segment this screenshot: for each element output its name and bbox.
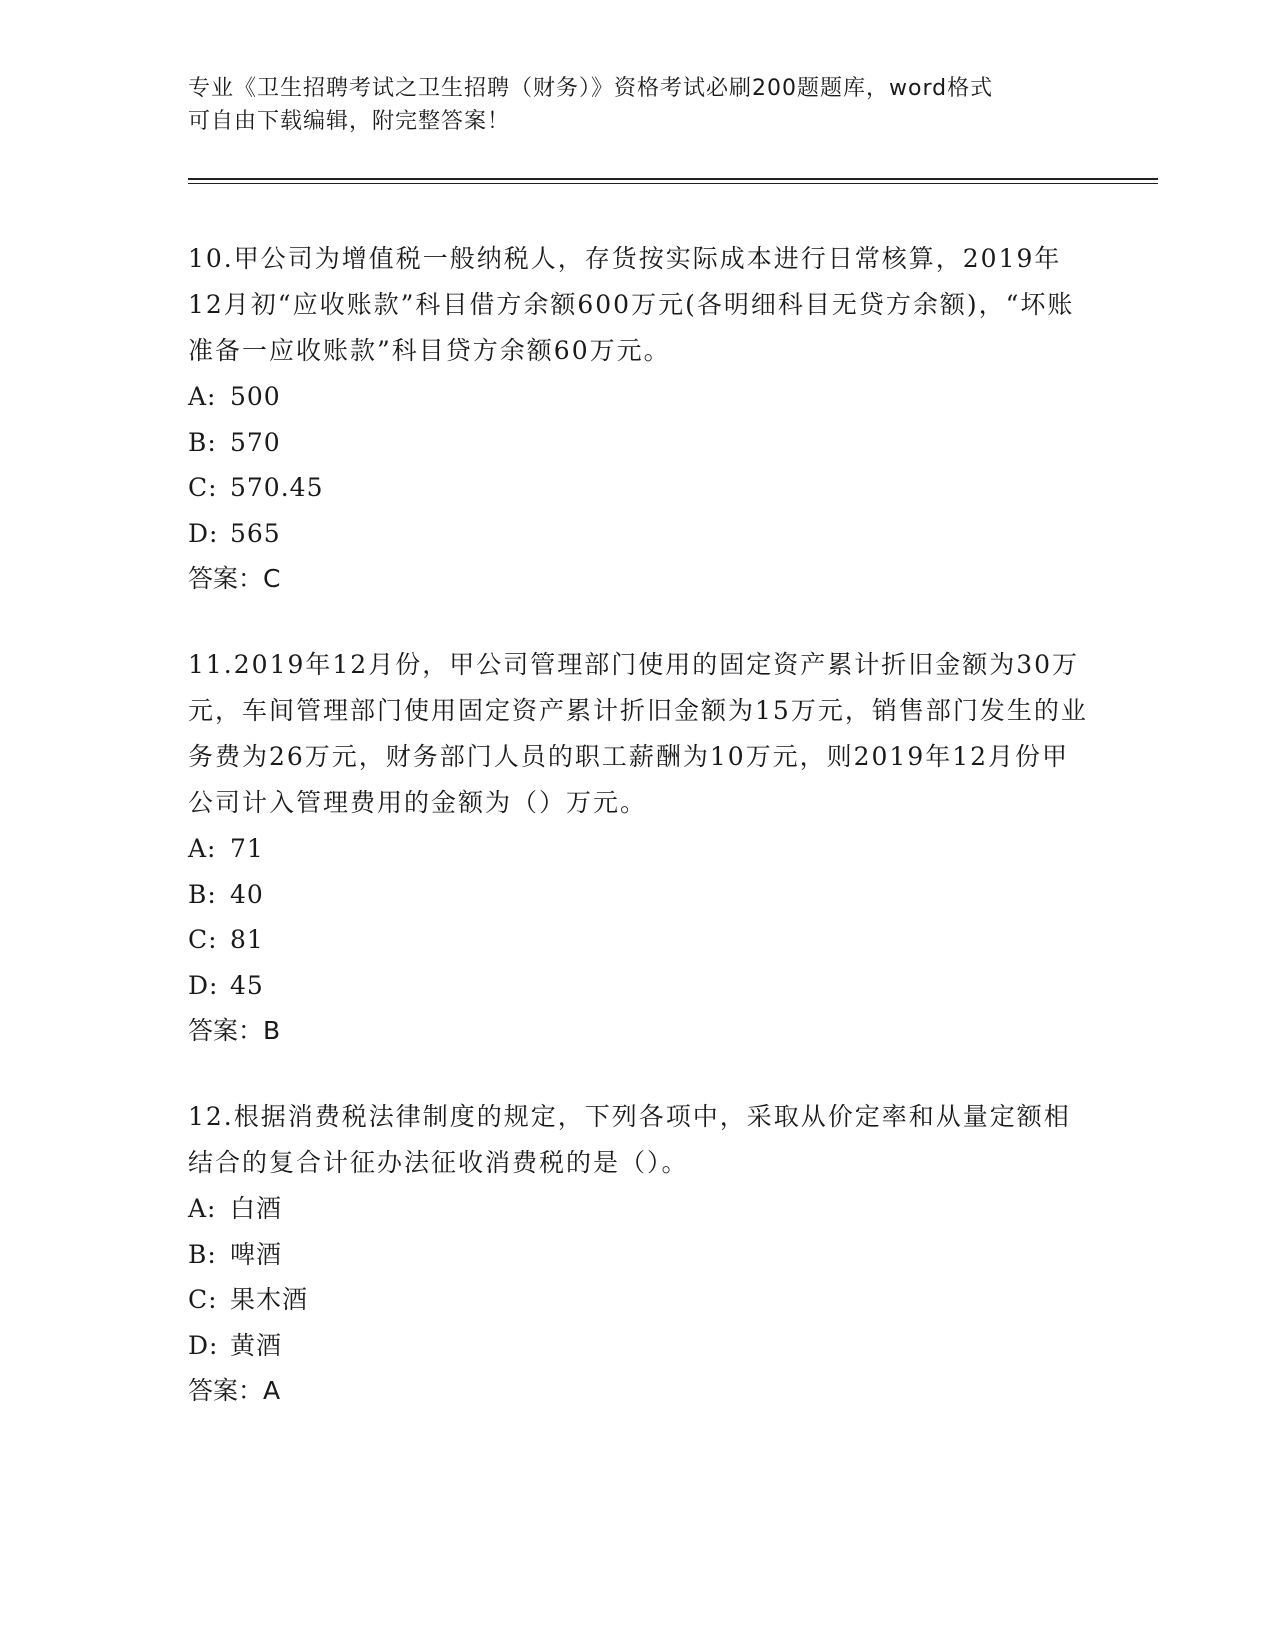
option-d — [188, 1323, 1088, 1369]
option-a — [188, 374, 1088, 420]
option-text: 570 — [230, 427, 281, 457]
option-c — [188, 465, 1088, 511]
option-label: C: — [188, 473, 218, 502]
option-b — [188, 420, 1088, 466]
option-label: C: — [188, 925, 218, 954]
answer-line: 答案：B — [188, 1016, 281, 1045]
option-a — [188, 1186, 1088, 1232]
option-label: A: — [188, 1194, 217, 1223]
option-label: D: — [188, 970, 219, 1000]
option-label: A: — [188, 382, 217, 411]
option-text: 81 — [230, 925, 264, 954]
header-divider-thin — [188, 183, 1158, 184]
option-label: A: — [188, 834, 217, 863]
answer-line: 答案：C — [188, 564, 281, 593]
option-text: 45 — [230, 970, 264, 1000]
option-d — [188, 511, 1088, 557]
option-label: B: — [188, 879, 217, 909]
question-11 — [188, 642, 1088, 1054]
option-b — [188, 872, 1088, 918]
question-12 — [188, 1094, 1088, 1414]
question-stem: 10.甲公司为增值税一般纳税人，存货按实际成本进行日常核算，2019年12月初“应收账款”科目借方余额600万元(各明细科目无贷方余额)，“坏账准备一应收账款”科目贷方余额60万元。 — [188, 244, 1075, 365]
option-label: D: — [188, 1330, 219, 1360]
question-list — [188, 236, 1088, 1454]
option-label: C: — [188, 1285, 218, 1314]
option-text: 71 — [230, 834, 264, 863]
option-d — [188, 963, 1088, 1009]
option-c — [188, 917, 1088, 963]
question-stem: 12.根据消费税法律制度的规定，下列各项中，采取从价定率和从量定额相结合的复合计征办法征收消费税的是（）。 — [188, 1102, 1071, 1177]
option-text: 40 — [230, 879, 264, 909]
header-line-2: 可自由下载编辑，附完整答案！ — [188, 109, 511, 134]
option-b — [188, 1232, 1088, 1278]
document-header — [188, 72, 1088, 138]
option-text: 黄酒 — [230, 1330, 283, 1360]
option-c — [188, 1277, 1088, 1323]
option-text: 啤酒 — [230, 1239, 283, 1269]
option-label: B: — [188, 1239, 217, 1269]
question-stem: 11.2019年12月份，甲公司管理部门使用的固定资产累计折旧金额为30万元，车间管理部门使用固定资产累计折旧金额为15万元，销售部门发生的业务费为26万元，财务部门人员的职工薪酬为10万元，则2019年12月份甲公司计入管理费用的金额为（）万元。 — [188, 650, 1088, 817]
option-text: 果木酒 — [230, 1285, 309, 1314]
header-line-1: 专业《卫生招聘考试之卫生招聘（财务）》资格考试必刷200题题库，word格式 — [188, 76, 994, 101]
answer-line: 答案：A — [188, 1376, 281, 1405]
option-text: 570.45 — [230, 473, 324, 502]
option-text: 565 — [230, 518, 281, 548]
option-text: 500 — [230, 382, 281, 411]
question-10 — [188, 236, 1088, 602]
option-label: D: — [188, 518, 219, 548]
option-a — [188, 826, 1088, 872]
option-label: B: — [188, 427, 217, 457]
header-divider-thick — [188, 178, 1158, 180]
option-text: 白酒 — [230, 1194, 283, 1223]
